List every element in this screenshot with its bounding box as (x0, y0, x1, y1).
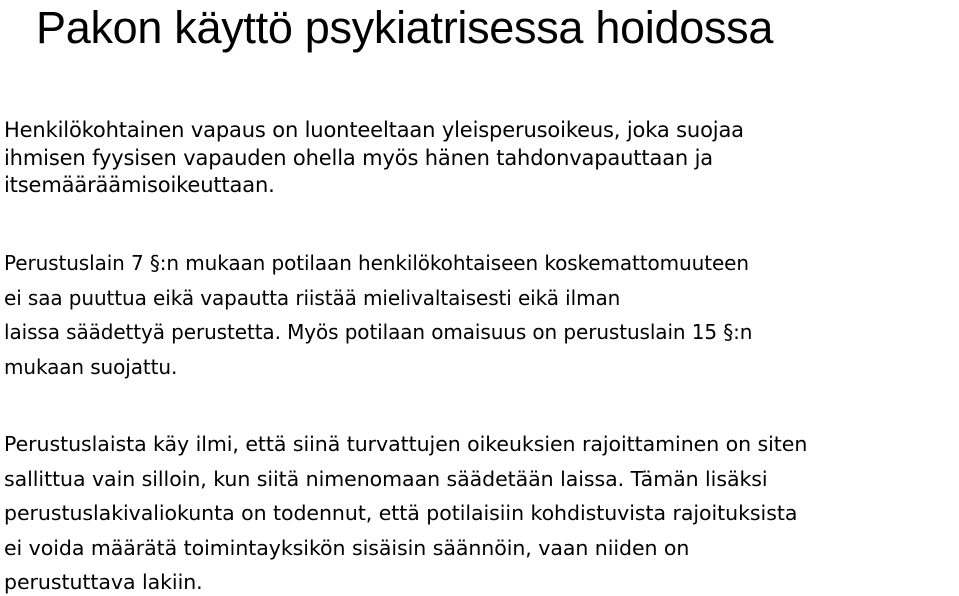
paragraph-line: perustuttava lakiin. (4, 570, 203, 594)
paragraph-line: Perustuslaista käy ilmi, että siinä turvattujen oikeuksien rajoittaminen on siten (4, 432, 808, 456)
paragraph-constitution-section-7 (4, 246, 752, 384)
slide-title: Pakon käyttö psykiatrisessa hoidossa (36, 2, 774, 53)
paragraph-line: mukaan suojattu. (4, 354, 178, 379)
paragraph-line: ei voida määrätä toimintayksikön sisäisin säännöin, vaan niiden on (4, 535, 690, 560)
paragraph-personal-liberty (4, 117, 744, 200)
paragraph-line: itsemääräämisoikeuttaan. (4, 173, 275, 197)
paragraph-line: ei saa puuttua eikä vapautta riistää mielivaltaisesti eikä ilman (4, 285, 621, 310)
paragraph-restrictions-by-law (4, 427, 807, 596)
paragraph-line: Perustuslain 7 §:n mukaan potilaan henkilökohtaiseen koskemattomuuteen (4, 251, 749, 275)
paragraph-line: laissa säädettyä perustetta. Myös potilaan omaisuus on perustuslain 15 §:n (4, 320, 753, 344)
paragraph-line: sallittua vain silloin, kun siitä nimenomaan säädetään laissa. Tämän lisäksi (4, 466, 768, 491)
paragraph-line: Henkilökohtainen vapaus on luonteeltaan yleisperusoikeus, joka suojaa (4, 118, 744, 142)
paragraph-line: ihmisen fyysisen vapauden ohella myös hänen tahdonvapauttaan ja (4, 145, 714, 170)
paragraph-line: perustuslakivaliokunta on todennut, että potilaisiin kohdistuvista rajoituksista (4, 501, 798, 525)
